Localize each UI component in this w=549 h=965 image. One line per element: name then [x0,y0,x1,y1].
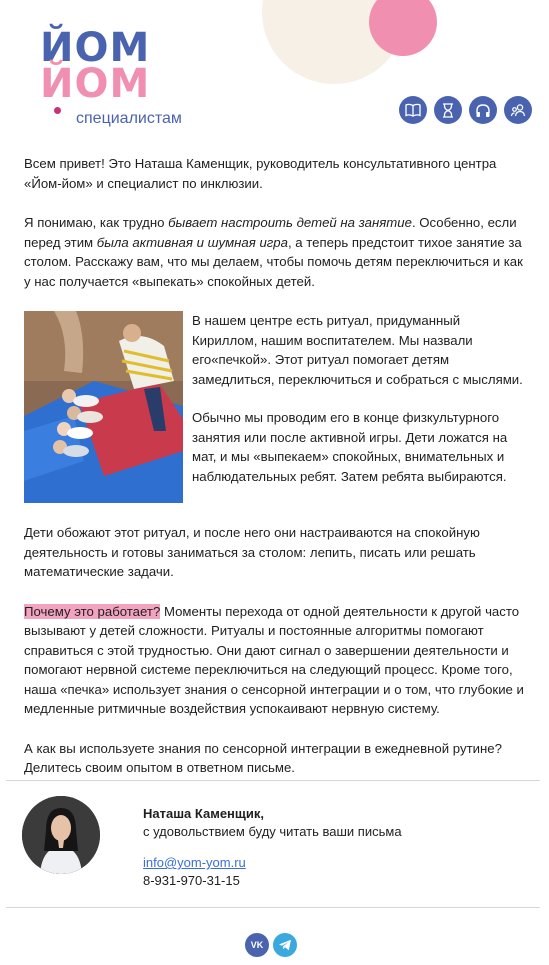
email-link[interactable]: info@yom-yom.ru [143,855,246,870]
divider-bottom [6,907,540,908]
logo-subtitle: специалистам [76,110,182,127]
hourglass-icon[interactable] [434,96,462,124]
intro-paragraph [24,213,524,291]
signature [143,805,402,889]
people-icon[interactable] [504,96,532,124]
question-paragraph: А как вы используете знания по сенсорной интеграции в ежедневной рутине? Делитесь своим опытом в ответном письме. [24,740,502,775]
ritual-paragraph-1: В нашем центре есть ритуал, придуманный Кириллом, нашим воспитателем. Мы назвали его«печкой». Этот ритуал помогает детям замедлиться, переключиться и собраться с мыслями. [192,313,523,387]
logo-line-2: ЙОМ [40,61,151,107]
telegram-icon[interactable] [273,933,297,957]
intro-emphasis-2: была активная и шумная игра [96,234,288,250]
signature-name: Наташа Каменщик, [143,806,264,821]
result-paragraph: Дети обожают этот ритуал, и после него они настраиваются на спокойную деятельность и готовы заниматься за столом: лепить, писать или решать математические задачи. [24,525,480,579]
ritual-paragraph-2: Обычно мы проводим его в конце физкультурного занятия или после активной игры. Дети ложатся на мат, и мы «выпекаем» спокойных, внимательных и наблюдательных ребят. Затем ребята выбираются. [192,410,508,484]
email-body [24,154,524,798]
logo-dot [54,107,61,114]
greeting-paragraph: Всем привет! Это Наташа Каменщик, руководитель консультативного центра «Йом-йом» и специалист по инклюзии. [24,156,497,191]
intro-text-2: . Особенно, если перед этим [24,215,517,250]
intro-emphasis-1: бывает настроить детей на занятие [168,215,412,230]
email-header [0,0,549,150]
vk-label: VK [250,940,264,950]
why-paragraph [24,602,524,719]
avatar [22,796,100,874]
logo-line-1: ЙОМ [40,25,151,71]
signature-tagline: с удовольствием буду читать ваши письма [143,823,402,839]
ritual-text [192,311,524,503]
book-icon[interactable] [399,96,427,124]
headphones-icon[interactable] [469,96,497,124]
social-links [245,933,297,957]
why-highlight: Почему это работает? [24,603,161,619]
logo[interactable] [40,14,200,134]
ritual-section [24,311,524,503]
phone-number: 8-931-970-31-15 [143,872,240,888]
gym-photo [24,311,183,503]
why-text: Моменты перехода от одной деятельности к другой часто вызывают у детей сложности. Ритуалы и постоянные алгоритмы помогают справиться с этой трудностью. Они дают сигнал о завершении деятельности и помогают нервной системе переключиться на следующий процесс. Кроме того, наша «печка» использует знания о сенсорной интеграции и о том, что глубокие и медленные ритмичные воздействия успокаивают нервную систему. [24,603,524,716]
intro-text-1: Я понимаю, как трудно [24,215,169,230]
header-nav-icons [399,96,532,124]
vk-icon[interactable] [245,933,269,957]
divider-top [6,780,540,781]
intro-text-3: , а теперь предстоит тихое занятие за столом. Расскажу вам, что мы делаем, чтобы помочь детям переключиться и как у нас получается «выпекать» спокойных детей. [24,234,523,289]
